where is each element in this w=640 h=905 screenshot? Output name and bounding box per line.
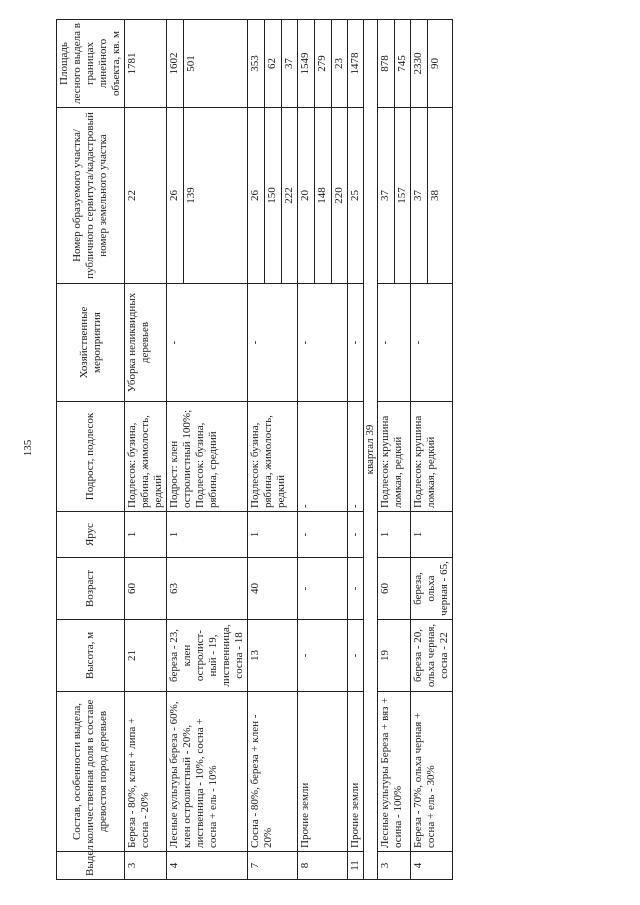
cell-vozrast: - (348, 558, 364, 620)
cell-nomer (411, 108, 453, 284)
cell-sostav: Прочие земли (298, 692, 348, 852)
nomer-value: 22 (126, 190, 138, 201)
header-meropriyatiya: Хозяйственные мероприятия (57, 284, 125, 402)
table-body-kvartal-39 (378, 20, 453, 880)
cell-podrost: - (348, 402, 364, 512)
nomer-value: 38 (427, 108, 442, 283)
cell-vydel: 8 (298, 852, 348, 880)
cell-podrost: Подлесок: крушина ломкая, редкий (378, 402, 411, 512)
cell-meropriyatiya: - (378, 284, 411, 402)
cell-vysota: 19 (378, 620, 411, 692)
cell-vozrast: береза, ольха черная - 65, (411, 558, 453, 620)
cell-meropriyatiya: - (411, 284, 453, 402)
cell-ploshad (167, 20, 248, 108)
ploshad-value: 23 (331, 20, 346, 107)
ploshad-value: 353 (249, 55, 261, 72)
cell-ploshad (411, 20, 453, 108)
cell-nomer (167, 108, 248, 284)
cell-nomer (298, 108, 348, 284)
cell-vysota: 21 (125, 620, 167, 692)
ploshad-value: 62 (264, 20, 279, 107)
table-body-kvartal-prev (125, 20, 364, 880)
cell-yarus: 1 (167, 512, 248, 558)
cell-yarus: 1 (378, 512, 411, 558)
table-row (167, 20, 248, 880)
cell-vozrast: - (298, 558, 348, 620)
cell-meropriyatiya: - (248, 284, 298, 402)
cell-podrost: Подлесок: бузина, рябина, жимолость, редкий (248, 402, 298, 512)
ploshad-value: 90 (427, 20, 442, 107)
nomer-value: 37 (379, 190, 391, 201)
table-row (248, 20, 298, 880)
cell-ploshad (298, 20, 348, 108)
header-nomer: Номер образуемого участка/ публичного сервитута/кадастровый номер земельного участка (57, 108, 125, 284)
ploshad-value: 1602 (168, 52, 180, 75)
forest-table (56, 19, 453, 880)
cell-ploshad (248, 20, 298, 108)
cell-podrost: Подрост: клен остролистный 100%; Подлесок: бузина, рябина, средний (167, 402, 248, 512)
cell-vozrast: 63 (167, 558, 248, 620)
ploshad-value: 1781 (126, 52, 138, 75)
cell-podrost: Подлесок: бузина, рябина, жимолость, редкий (125, 402, 167, 512)
section-row (364, 20, 378, 880)
cell-vozrast: 40 (248, 558, 298, 620)
header-sostav: Состав, особенности выдела, количественная доля в составе древостоя пород деревьев (57, 692, 125, 852)
cell-meropriyatiya: - (167, 284, 248, 402)
header-ploshad: Площадь лесного выдела в границах линейного объекта, кв. м (57, 20, 125, 108)
nomer-value: 150 (264, 108, 279, 283)
cell-podrost: - (298, 402, 348, 512)
header-vydel: Выдел (57, 852, 125, 880)
nomer-value: 220 (331, 108, 346, 283)
cell-ploshad (348, 20, 364, 108)
cell-vysota: береза - 20, ольха черная, сосна - 22 (411, 620, 453, 692)
cell-yarus: 1 (248, 512, 298, 558)
nomer-value: 26 (168, 190, 180, 201)
cell-nomer (378, 108, 411, 284)
cell-vysota: 13 (248, 620, 298, 692)
cell-meropriyatiya: - (298, 284, 348, 402)
cell-yarus: 1 (411, 512, 453, 558)
cell-vydel: 7 (248, 852, 298, 880)
cell-yarus: - (348, 512, 364, 558)
cell-nomer (248, 108, 298, 284)
cell-vydel: 3 (125, 852, 167, 880)
nomer-value: 157 (394, 108, 409, 283)
cell-meropriyatiya: Уборка неликвидных деревьев (125, 284, 167, 402)
cell-sostav: Лесные культуры Береза + вяз + осина - 100% (378, 692, 411, 852)
cell-sostav: Береза - 70%, ольха черная + сосна + ель - 30% (411, 692, 453, 852)
cell-vysota: береза - 23, клен остролист-ный - 19, лиственница, сосна - 18 (167, 620, 248, 692)
cell-ploshad (378, 20, 411, 108)
ploshad-value: 501 (183, 20, 198, 107)
table-row (411, 20, 453, 880)
table-row (348, 20, 364, 880)
nomer-value: 139 (183, 108, 198, 283)
cell-vozrast: 60 (125, 558, 167, 620)
cell-vysota: - (298, 620, 348, 692)
cell-yarus: 1 (125, 512, 167, 558)
cell-vysota: - (348, 620, 364, 692)
cell-sostav: Сосна - 80%, береза + клен - 20% (248, 692, 298, 852)
cell-sostav: Прочие земли (348, 692, 364, 852)
header-yarus: Ярус (57, 512, 125, 558)
cell-ploshad (125, 20, 167, 108)
cell-vydel: 4 (411, 852, 453, 880)
nomer-value: 25 (349, 190, 361, 201)
nomer-value: 20 (299, 190, 311, 201)
cell-vydel: 4 (167, 852, 248, 880)
cell-sostav: Береза - 80%, клен + липа + сосна - 20% (125, 692, 167, 852)
cell-meropriyatiya: - (348, 284, 364, 402)
header-vysota: Высота, м (57, 620, 125, 692)
ploshad-value: 37 (281, 20, 296, 107)
ploshad-value: 1478 (349, 52, 361, 75)
ploshad-value: 279 (314, 20, 329, 107)
nomer-value: 37 (412, 190, 424, 201)
cell-yarus: - (298, 512, 348, 558)
section-title: квартал 39 (364, 20, 378, 880)
table-row (125, 20, 167, 880)
rotated-page (56, 20, 614, 880)
cell-podrost: Подлесок: крушина ломкая, редкий (411, 402, 453, 512)
table-row (298, 20, 348, 880)
cell-vozrast: 60 (378, 558, 411, 620)
ploshad-value: 745 (394, 20, 409, 107)
nomer-value: 148 (314, 108, 329, 283)
header-podrost: Подрост, подлесок (57, 402, 125, 512)
ploshad-value: 878 (379, 55, 391, 72)
header-vozrast: Возраст (57, 558, 125, 620)
table-row (378, 20, 411, 880)
ploshad-value: 1549 (299, 52, 311, 75)
ploshad-value: 2330 (412, 52, 424, 75)
page-number: 135 (22, 439, 34, 457)
cell-nomer (348, 108, 364, 284)
nomer-value: 222 (281, 108, 296, 283)
cell-sostav: Лесные культуры береза - 60%, клен остролистный - 20%, лиственница - 10%, сосна + сосна + ель - 10% (167, 692, 248, 852)
header-row (57, 20, 125, 880)
nomer-value: 26 (249, 190, 261, 201)
cell-vydel: 11 (348, 852, 364, 880)
cell-nomer (125, 108, 167, 284)
cell-vydel: 3 (378, 852, 411, 880)
